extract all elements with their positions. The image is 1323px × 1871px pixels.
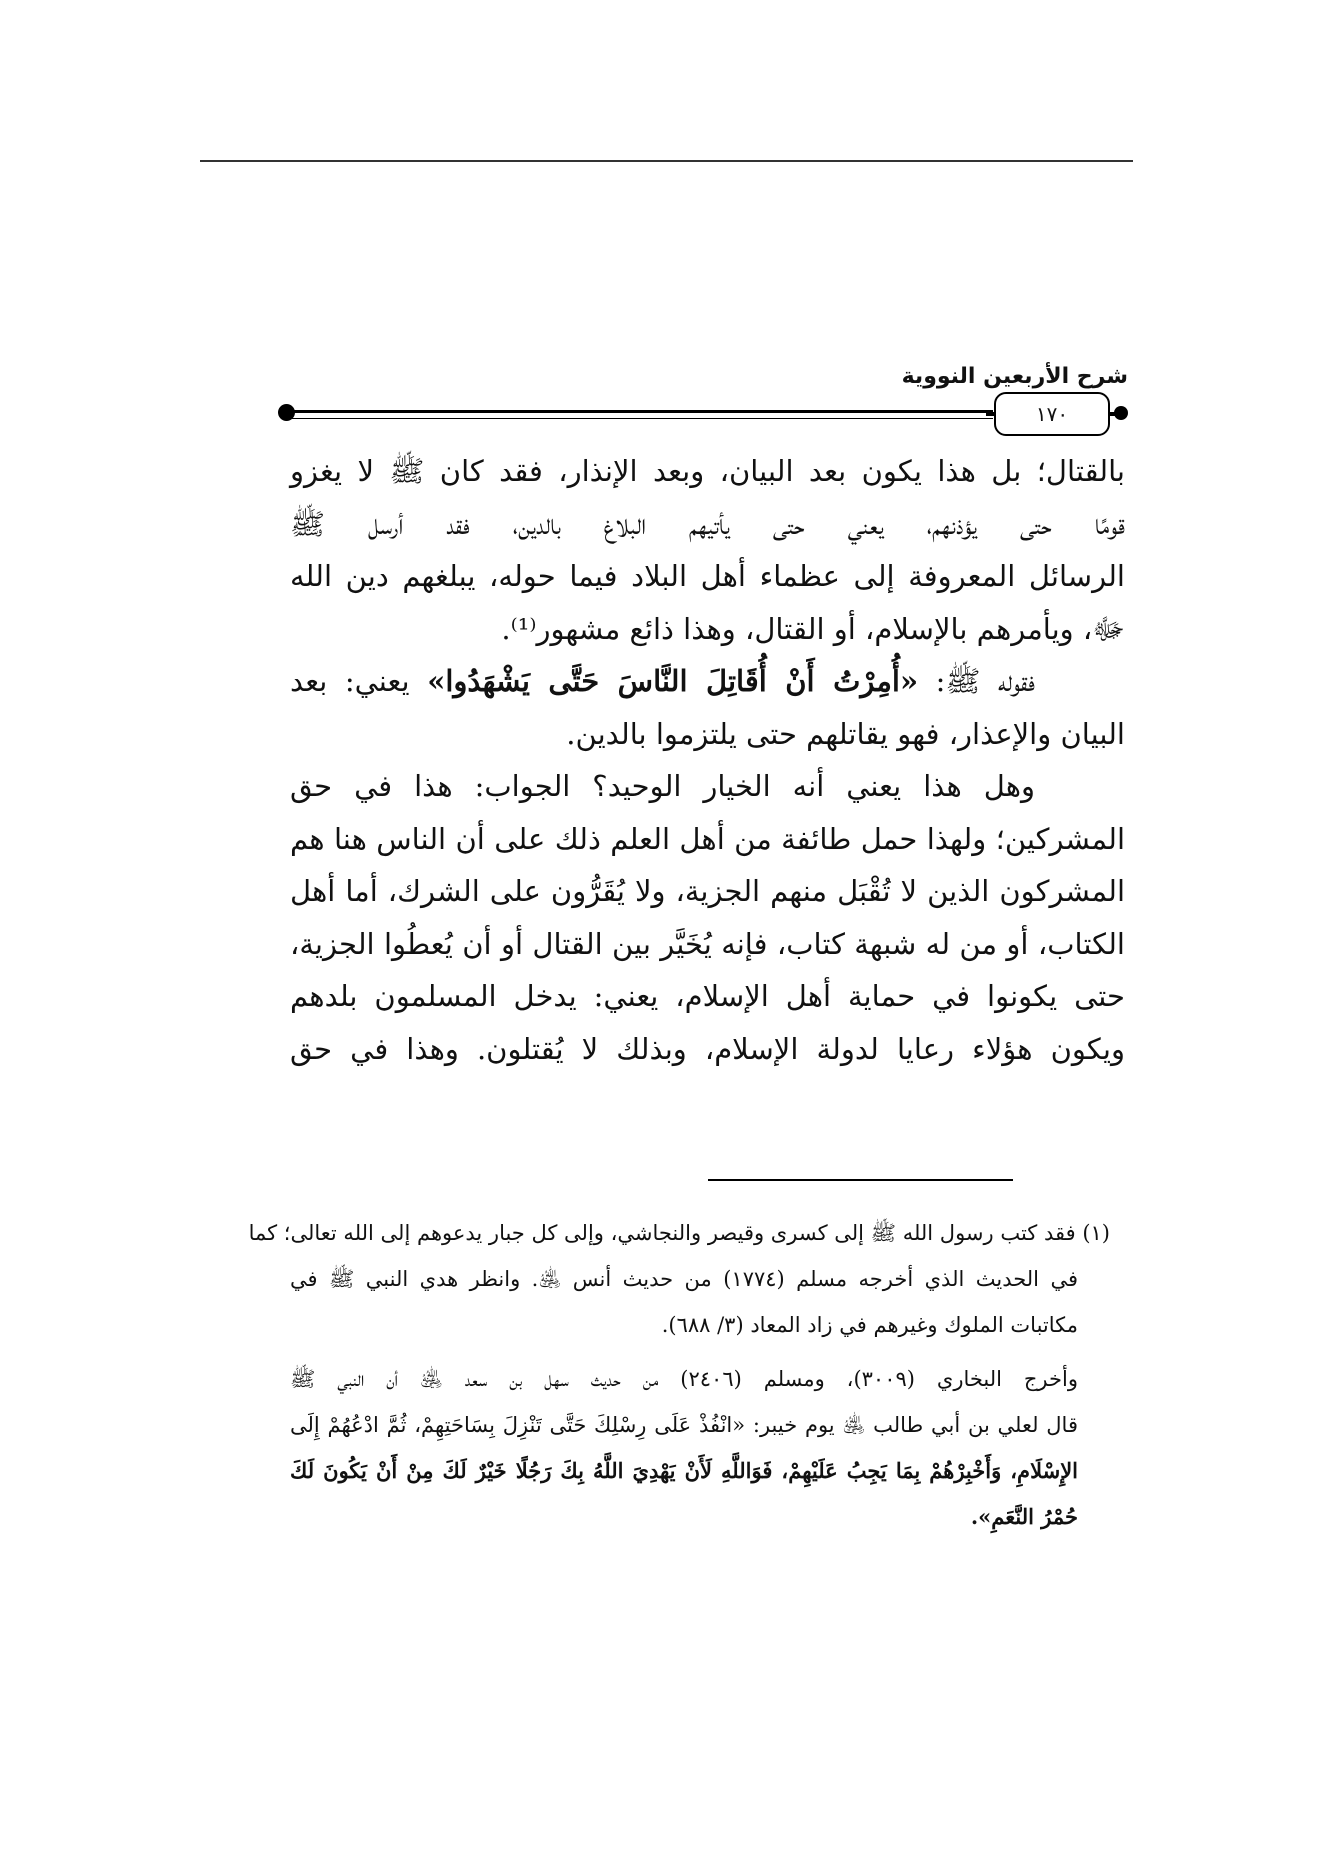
text-line: وهل هذا يعني أنه الخيار الوحيد؟ الجواب: هذا في حق: [290, 769, 1035, 803]
footnote-line: الإِسْلَامِ، وَأَخْبِرْهُمْ بِمَا يَجِبُ عَلَيْهِمْ، فَوَاللَّهِ لَأَنْ يَهْدِيَ اللَّهُ بِكَ رَجُلًا خَيْرٌ لَكَ مِنْ أَنْ يَكُونَ لَكَ: [290, 1458, 1078, 1483]
text-line: الرسائل المعروفة إلى عظماء أهل البلاد فيما حوله، يبلغهم دين الله: [290, 559, 1125, 593]
quote-suffix: يعني: بعد: [290, 664, 428, 698]
hadith-quote-line: [290, 655, 1125, 708]
footnotes: [248, 1210, 1110, 1540]
text-line: حتى يكونوا في حماية أهل الإسلام، يعني: يدخل المسلمون بلدهم: [290, 979, 1125, 1013]
text-line: المشركين؛ ولهذا حمل طائفة من أهل العلم ذلك على أن الناس هنا هم: [290, 821, 1125, 856]
footnote-line: حُمْرُ النَّعَمِ».: [970, 1504, 1078, 1529]
running-header: [278, 362, 1128, 432]
text-line: ﷻ، ويأمرهم بالإسلام، أو القتال، وهذا ذائع مشهور⁽¹⁾.: [501, 611, 1125, 646]
text-line: المشركون الذين لا تُقْبَل منهم الجزية، ولا يُقَرُّون على الشرك، أما أهل: [290, 874, 1125, 908]
footnote-separator: [708, 1179, 1013, 1181]
main-text: [290, 445, 1125, 1075]
header-rule: [288, 410, 993, 419]
text-line: الكتاب، أو من له شبهة كتاب، فإنه يُخَيَّر بين القتال أو أن يُعطُوا الجزية،: [290, 926, 1125, 961]
footnote-line: قال لعلي بن أبي طالب ﵁ يوم خيبر: «انْفُذْ عَلَى رِسْلِكَ حَتَّى تَنْزِلَ بِسَاحَتِهِمْ، ثُمَّ ادْعُهُمْ إِلَى: [290, 1413, 1078, 1437]
footnote-line: مكاتبات الملوك وغيرهم في زاد المعاد (٣/ ٦٨٨).: [661, 1313, 1078, 1337]
footnote-line: في الحديث الذي أخرجه مسلم (١٧٧٤) من حديث أنس ﵁. وانظر هدي النبي ﷺ في: [290, 1267, 1078, 1291]
quote-prefix: فقوله ﷺ:: [918, 664, 1035, 698]
text-line: قومًا حتى يؤذنهم، يعني حتى يأتيهم البلاغ بالدين، فقد أرسل ﷺ: [290, 506, 1125, 541]
text-line: ويكون هؤلاء رعايا لدولة الإسلام، وبذلك لا يُقتلون. وهذا في حق: [290, 1031, 1125, 1066]
text-line: بالقتال؛ بل هذا يكون بعد البيان، وبعد الإنذار، فقد كان ﷺ لا يغزو: [290, 454, 1125, 488]
hadith-quote: «أُمِرْتُ أَنْ أُقَاتِلَ النَّاسَ حَتَّى يَشْهَدُوا»: [427, 664, 919, 698]
ornament-dot-right: [1114, 406, 1128, 420]
book-title: شرح الأربعين النووية: [901, 364, 1128, 389]
text-line: البيان والإعذار، فهو يقاتلهم حتى يلتزموا بالدين.: [566, 716, 1125, 751]
footnote-line: (١) فقد كتب رسول الله ﷺ إلى كسرى وقيصر والنجاشي، وإلى كل جبار يدعوهم إلى الله تعالى؛ كما: [248, 1221, 1110, 1245]
page-number: ١٧٠: [994, 392, 1110, 436]
footnote-line: وأخرج البخاري (٣٠٠٩)، ومسلم (٢٤٠٦) من حديث سهل بن سعد ﵁ أن النبي ﷺ: [290, 1367, 1078, 1391]
top-rule: [200, 160, 1133, 162]
